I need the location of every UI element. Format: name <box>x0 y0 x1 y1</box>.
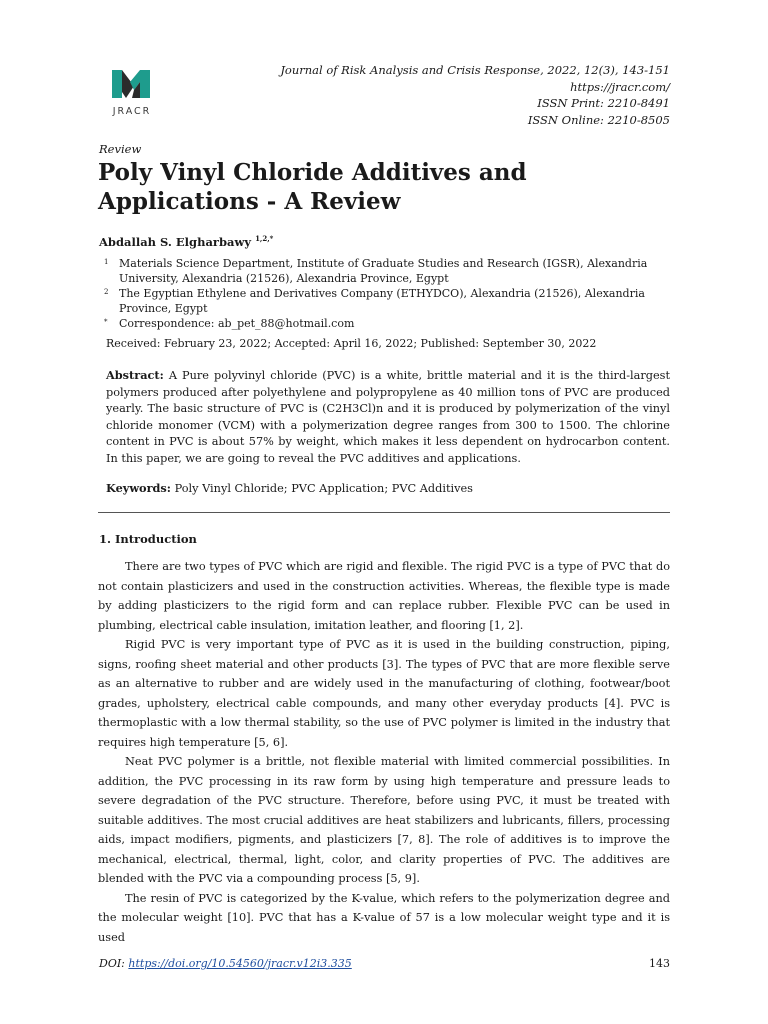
abstract <box>106 367 670 467</box>
correspondence-item <box>104 316 670 331</box>
introduction-body <box>98 557 670 947</box>
correspondence-mark: * <box>104 318 108 326</box>
journal-url[interactable]: https://jracr.com/ <box>570 79 670 94</box>
issn-online: ISSN Online: 2210-8505 <box>527 112 670 127</box>
author-name: Abdallah S. Elgharbawy <box>99 234 252 249</box>
doi-label: DOI: <box>99 957 125 970</box>
affiliation-number: 2 <box>104 288 109 296</box>
keywords <box>106 481 473 495</box>
correspondence-text: Correspondence: ab_pet_88@hotmail.com <box>119 317 355 330</box>
journal-logo <box>108 68 156 117</box>
page-number: 143 <box>649 957 670 970</box>
issn-print: ISSN Print: 2210-8491 <box>537 96 670 110</box>
doi-link[interactable]: https://doi.org/10.54560/jracr.v12i3.335 <box>128 957 352 970</box>
logo-text: JRACR <box>112 106 152 117</box>
keywords-text: Poly Vinyl Chloride; PVC Application; PVC Additives <box>174 482 473 495</box>
author-line <box>99 234 273 249</box>
affiliation-text: The Egyptian Ethylene and Derivatives Company (ETHYDCO), Alexandria (21526), Alexandria Province, Egypt <box>119 287 645 315</box>
paragraph: There are two types of PVC which are rigid and flexible. The rigid PVC is a type of PVC that do not contain plasticizers and used in the construction activities. Whereas, the flexible type is made by adding plasticizers to the rigid form and can replace rubber. Flexible PVC can be used in plumbing, electrical cable insulation, imitation leather, and flooring [1, 2]. <box>98 560 670 632</box>
article-type: Review <box>99 142 142 156</box>
abstract-text: A Pure polyvinyl chloride (PVC) is a white, brittle material and it is the third-largest polymers produced after polyethylene and polypropylene as 40 million tons of PVC are produced yearly. The basic structure of PVC is (C2H3Cl)n and it is produced by polymerization of the vinyl chloride monomer (VCM) with a polymerization degree ranges from 300 to 1500. The chlorine content in PVC is about 57% by weight, which makes it less dependent on hydrocarbon content. In this paper, we are going to reveal the PVC additives and applications. <box>106 369 671 465</box>
article-title: Poly Vinyl Chloride Additives and Applications - A Review <box>98 159 527 215</box>
section-heading: 1. Introduction <box>99 532 197 546</box>
article-dates: Received: February 23, 2022; Accepted: April 16, 2022; Published: September 30, 2022 <box>106 337 597 350</box>
keywords-label: Keywords: <box>106 481 171 495</box>
affiliations <box>104 256 670 331</box>
affiliation-item <box>104 286 670 316</box>
section-divider <box>98 512 670 513</box>
paragraph: The resin of PVC is categorized by the K-value, which refers to the polymerization degree and the molecular weight [10]. PVC that has a K-value of 57 is a low molecular weight type and it is used <box>98 891 670 944</box>
abstract-label: Abstract: <box>106 368 164 382</box>
journal-citation: Journal of Risk Analysis and Crisis Response, 2022, 12(3), 143-151 <box>280 63 670 77</box>
affiliation-number: 1 <box>104 258 109 266</box>
paragraph: Rigid PVC is very important type of PVC as it is used in the building construction, piping, signs, roofing sheet material and other products [3]. The types of PVC that are more flexible serve as an alternative to rubber and are widely used in the manufacturing of clothing, footwear/boot grades, upholstery, electrical cable compounds, and many other everyday products [4]. PVC is thermoplastic with a low thermal stability, so the use of PVC polymer is limited in the industry that requires high temperature [5, 6]. <box>98 638 670 749</box>
footer-doi <box>99 957 352 970</box>
affiliation-text: Materials Science Department, Institute of Graduate Studies and Research (IGSR), Alexandria University, Alexandria (21526), Alexandria Province, Egypt <box>119 257 648 285</box>
jracr-logo-icon <box>108 68 156 102</box>
journal-info <box>280 62 670 128</box>
author-affiliation-marks: 1,2,* <box>255 234 274 243</box>
affiliation-item <box>104 256 670 286</box>
paragraph: Neat PVC polymer is a brittle, not flexible material with limited commercial possibilities. In addition, the PVC processing in its raw form by using high temperature and pressure leads to severe degradation of the PVC structure. Therefore, before using PVC, it must be treated with suitable additives. The most crucial additives are heat stabilizers and lubricants, fillers, processing aids, impact modifiers, pigments, and plasticizers [7, 8]. The role of additives is to improve the mechanical, electrical, thermal, light, color, and clarity properties of PVC. The additives are blended with the PVC via a compounding process [5, 9]. <box>98 755 670 885</box>
